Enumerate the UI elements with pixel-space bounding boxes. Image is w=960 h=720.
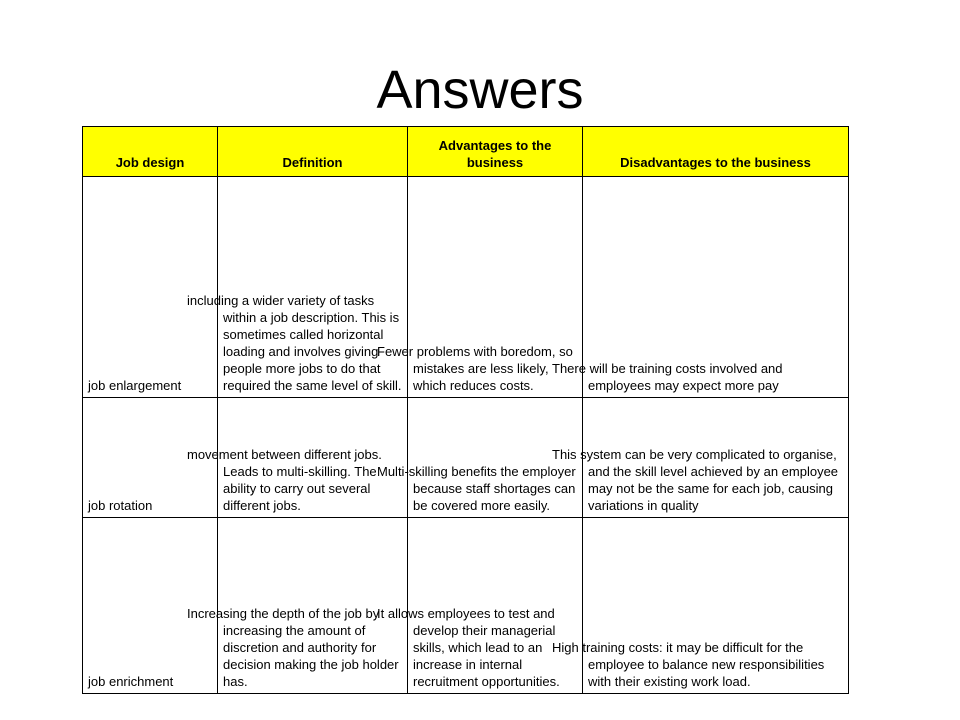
- header-disadvantages: Disadvantages to the business: [583, 127, 849, 177]
- header-definition: Definition: [218, 127, 408, 177]
- advantages-cell: It allows employees to test and develop their managerial skills, which lead to an increase in internal recruitment opportunities.: [408, 518, 583, 694]
- definition-cell: Increasing the depth of the job by increasing the amount of discretion and authority for decision making the job holder has.: [218, 518, 408, 694]
- table-row: [83, 398, 849, 518]
- slide-title: Answers: [376, 60, 584, 120]
- job-design-cell: job enrichment: [83, 518, 218, 694]
- disadvantages-cell: This system can be very complicated to organise, and the skill level achieved by an employee may not be the same for each job, causing variations in quality: [583, 398, 849, 518]
- definition-cell: including a wider variety of tasks within a job description. This is sometimes called horizontal loading and involves giving people more jobs to do that required the same level of skill.: [218, 177, 408, 398]
- answers-table: [82, 126, 849, 694]
- header-advantages: Advantages to the business: [408, 127, 583, 177]
- disadvantages-cell: There will be training costs involved and employees may expect more pay: [583, 177, 849, 398]
- disadvantages-cell: High training costs: it may be difficult for the employee to balance new responsibilities with their existing work load.: [583, 518, 849, 694]
- header-job-design: Job design: [83, 127, 218, 177]
- table-row: [83, 177, 849, 398]
- advantages-cell: Multi-skilling benefits the employer because staff shortages can be covered more easily.: [408, 398, 583, 518]
- header-row: [83, 127, 849, 177]
- advantages-cell: Fewer problems with boredom, so mistakes are less likely, which reduces costs.: [408, 177, 583, 398]
- definition-cell: movement between different jobs. Leads to multi-skilling. The ability to carry out several different jobs.: [218, 398, 408, 518]
- job-design-cell: job enlargement: [83, 177, 218, 398]
- table-row: [83, 518, 849, 694]
- job-design-cell: job rotation: [83, 398, 218, 518]
